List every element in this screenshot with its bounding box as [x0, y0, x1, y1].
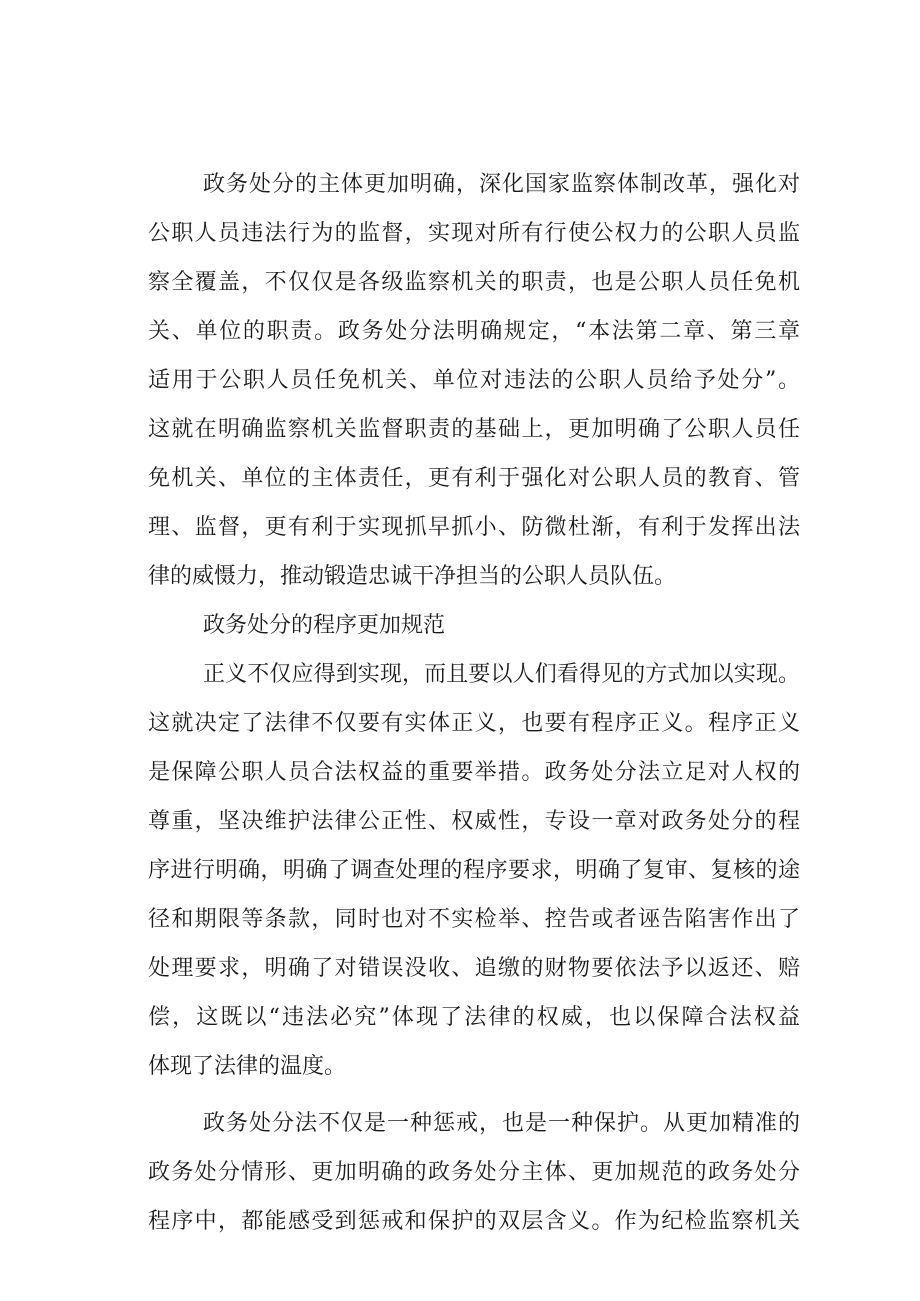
text-line: 政务处分法不仅是一种惩戒，也是一种保护。从更加精准的: [203, 1111, 800, 1136]
text-line: 序进行明确，明确了调查处理的程序要求，明确了复审、复核的途: [148, 858, 800, 883]
text-line: 关、单位的职责。政务处分法明确规定，“本法第二章、第三章: [148, 319, 800, 344]
text-line: 公职人员违法行为的监督，实现对所有行使公权力的公职人员监: [148, 221, 800, 246]
text-line: 政务处分情形、更加明确的政务处分主体、更加规范的政务处分: [148, 1160, 800, 1185]
paragraph-spacer: [148, 1091, 800, 1099]
text-line: 是保障公职人员合法权益的重要举措。政务处分法立足对人权的: [148, 760, 800, 785]
paragraph-subject-clarity: [148, 160, 800, 601]
paragraph-protection: [148, 1099, 800, 1246]
text-line: 径和期限等条款，同时也对不实检举、控告或者诬告陷害作出了: [148, 907, 800, 932]
text-line: 这就在明确监察机关监督职责的基础上，更加明确了公职人员任: [148, 417, 800, 442]
text-line: 偿，这既以“违法必究”体现了法律的权威，也以保障合法权益: [148, 1005, 800, 1030]
document-body: [148, 160, 800, 1246]
section-heading: 政务处分的程序更加规范: [203, 613, 446, 638]
text-line: 程序中，都能感受到惩戒和保护的双层含义。作为纪检监察机关: [148, 1209, 800, 1234]
text-line: 体现了法律的温度。: [148, 1054, 347, 1079]
text-line: 察全覆盖，不仅仅是各级监察机关的职责，也是公职人员任免机: [148, 270, 800, 295]
text-line: 政务处分的主体更加明确，深化国家监察体制改革，强化对: [203, 172, 800, 197]
paragraph-procedure: [148, 650, 800, 1091]
text-line: 理、监督，更有利于实现抓早抓小、防微杜渐，有利于发挥出法: [148, 515, 800, 540]
text-line: 律的威慑力，推动锻造忠诚干净担当的公职人员队伍。: [148, 564, 677, 589]
text-line: 适用于公职人员任免机关、单位对违法的公职人员给予处分”。: [148, 368, 800, 393]
text-line: 这就决定了法律不仅要有实体正义，也要有程序正义。程序正义: [148, 711, 800, 736]
text-line: 处理要求，明确了对错误没收、追缴的财物要依法予以返还、赔: [148, 956, 800, 981]
text-line: 尊重，坚决维护法律公正性、权威性，专设一章对政务处分的程: [148, 809, 800, 834]
text-line: 正义不仅应得到实现，而且要以人们看得见的方式加以实现。: [203, 662, 800, 687]
text-line: 免机关、单位的主体责任，更有利于强化对公职人员的教育、管: [148, 466, 800, 491]
